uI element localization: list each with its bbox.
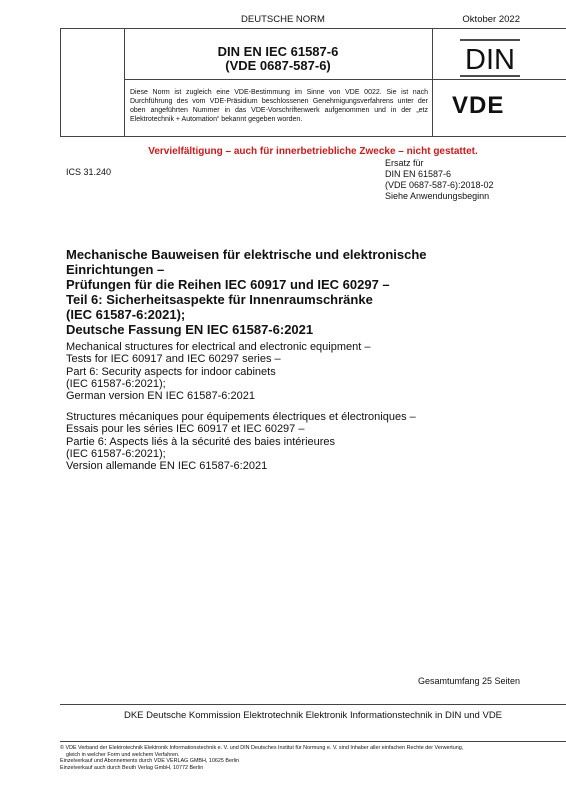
committee-name: DKE Deutsche Kommission Elektrotechnik Elektronik Informationstechnik in DIN und VDE xyxy=(123,710,503,721)
copy-warning: Vervielfältigung – auch für innerbetriebliche Zwecke – nicht gestattet. xyxy=(148,146,478,157)
publication-date: Oktober 2022 xyxy=(462,14,520,25)
vde-notice: Diese Norm ist zugleich eine VDE-Bestimmung im Sinne von VDE 0022. Sie ist nach Durchführung des vom VDE-Präsidium beschlossenen Genehmigungsverfahrens unter der oben angeführten Nummer in das VDE-Vorschriftenwerk aufgenommen und in der „etz Elektrotechnik + Automation“ bekannt gegeben worden. xyxy=(130,89,428,123)
total-pages: Gesamtumfang 25 Seiten xyxy=(417,676,520,686)
frame-top-line xyxy=(60,28,566,29)
frame-left-line xyxy=(60,28,61,136)
title-line: Mechanische Bauweisen für elektrische und elektronische xyxy=(66,247,427,262)
din-logo xyxy=(459,38,521,78)
title-german xyxy=(66,247,506,337)
frame-mid-line xyxy=(124,79,566,80)
document-series: DEUTSCHE NORM xyxy=(241,14,325,25)
vde-logo: VDE xyxy=(452,92,505,119)
frame-bottom-line xyxy=(60,136,566,137)
din-logo-text: DIN xyxy=(465,44,515,76)
title-line: (IEC 61587-6:2021); xyxy=(66,307,186,322)
copyright-footer xyxy=(60,745,550,772)
footer-top-line xyxy=(60,741,566,742)
replacement-line: (VDE 0687-587-6):2018-02 xyxy=(385,180,494,190)
title-line: Partie 6: Aspects liés à la sécurité des baies intérieures xyxy=(66,435,336,448)
title-line: German version EN IEC 61587-6:2021 xyxy=(66,390,255,403)
title-english xyxy=(66,341,506,402)
title-line: Part 6: Security aspects for indoor cabinets xyxy=(66,365,276,378)
title-line: Prüfungen für die Reihen IEC 60917 und IEC 60297 – xyxy=(66,277,390,292)
vde-classification: (VDE 0687-587-6) xyxy=(225,58,331,73)
title-line: Deutsche Fassung EN IEC 61587-6:2021 xyxy=(66,322,314,337)
title-line: Structures mécaniques pour équipements électriques et électroniques – xyxy=(66,411,416,423)
title-line: Mechanical structures for electrical and electronic equipment – xyxy=(66,341,371,353)
standard-number: DIN EN IEC 61587-6 xyxy=(217,44,339,59)
footer-line: © VDE Verband der Elektrotechnik Elektronik Informationstechnik e. V. und DIN Deutsches Institut für Normung e. V. sind Inhaber aller einfachen Rechte der Verwertung, xyxy=(60,745,464,751)
title-line: Version allemande EN IEC 61587-6:2021 xyxy=(66,460,268,473)
footer-line: Einzelverkauf und Abonnements durch VDE VERLAG GMBH, 10625 Berlin xyxy=(60,758,240,765)
title-line: Teil 6: Sicherheitsaspekte für Innenraumschränke xyxy=(66,292,373,307)
title-line: Tests for IEC 60917 and IEC 60297 series – xyxy=(66,353,281,366)
title-line: (IEC 61587-6:2021); xyxy=(66,447,166,460)
frame-inner-right-line xyxy=(432,28,433,136)
title-french xyxy=(66,411,506,472)
title-line: (IEC 61587-6:2021); xyxy=(66,377,166,390)
footer-line: gleich in welcher Form und welchem Verfahren. xyxy=(66,751,180,758)
committee-top-line xyxy=(60,704,566,705)
replacement-line: Siehe Anwendungsbeginn xyxy=(385,191,490,201)
title-line: Einrichtungen – xyxy=(66,262,165,277)
replacement-line: DIN EN 61587-6 xyxy=(385,169,452,179)
footer-line: Einzelverkauf auch durch Beuth Verlag GmbH, 10772 Berlin xyxy=(60,765,204,772)
ics-code: ICS 31.240 xyxy=(66,167,112,177)
replacement-info xyxy=(385,158,494,202)
replacement-line: Ersatz für xyxy=(385,158,424,168)
title-line: Essais pour les séries IEC 60917 et IEC 60297 – xyxy=(66,423,305,436)
